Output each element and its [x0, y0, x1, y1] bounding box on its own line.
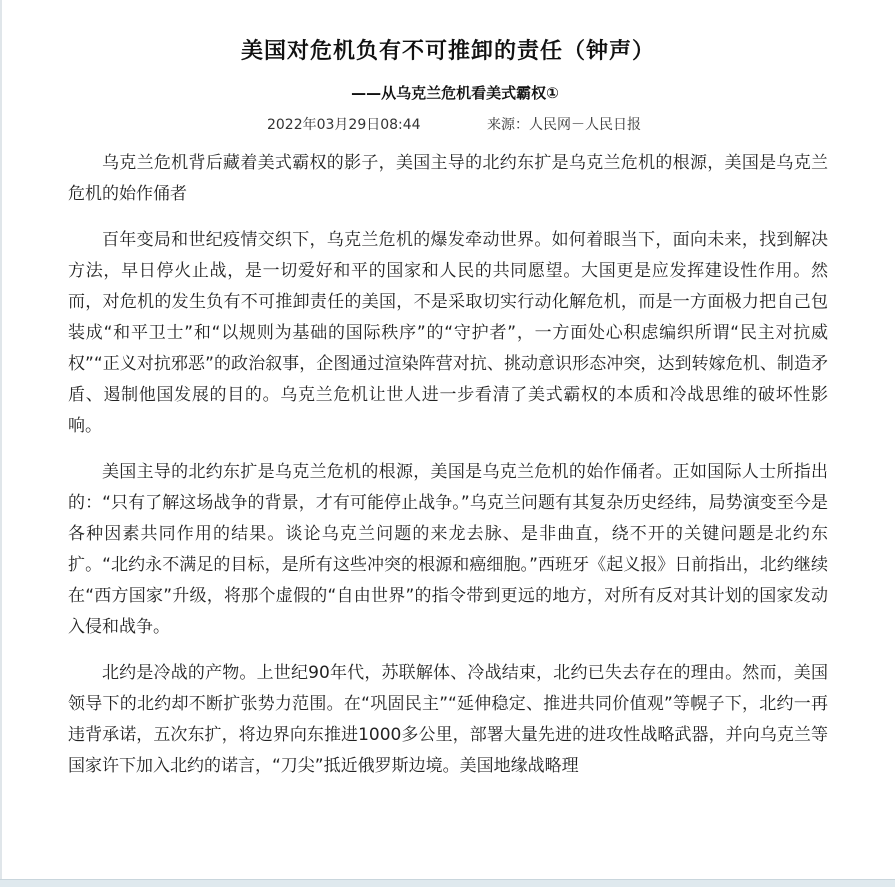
- article: [68, 0, 828, 797]
- article-title: 美国对危机负有不可推卸的责任（钟声）: [240, 39, 655, 64]
- article-source: 来源：人民网－人民日报: [487, 117, 642, 133]
- paragraph-1: 乌克兰危机背后藏着美式霸权的影子，美国主导的北约东扩是乌克兰危机的根源，美国是乌克兰危机的始作俑者: [68, 153, 828, 204]
- paragraph-2: 百年变局和世纪疫情交织下，乌克兰危机的爆发牵动世界。如何着眼当下，面向未来，找到解决方法，早日停火止战，是一切爱好和平的国家和人民的共同愿望。大国更是应发挥建设性作用。然而，对危机的发生负有不可推卸责任的美国，不是采取切实行动化解危机，而是一方面极力把自己包装成“和平卫士”和“以规则为基础的国际秩序”的“守护者”，一方面处心积虑编织所谓“民主对抗威权”“正义对抗邪恶”的政治叙事，企图通过渲染阵营对抗、挑动意识形态冲突，达到转嫁危机、制造矛盾、遏制他国发展的目的。乌克兰危机让世人进一步看清了美式霸权的本质和冷战思维的破坏性影响。: [68, 230, 828, 436]
- paragraph-4: 北约是冷战的产物。上世纪90年代，苏联解体、冷战结束，北约已失去存在的理由。然而，美国领导下的北约却不断扩张势力范围。在“巩固民主”“延伸稳定、推进共同价值观”等幌子下，北约一再违背承诺，五次东扩，将边界向东推进1000多公里，部署大量先进的进攻性战略武器，并向乌克兰等国家许下加入北约的诺言，“刀尖”抵近俄罗斯边境。美国地缘战略理: [68, 663, 828, 776]
- article-meta: [68, 114, 828, 136]
- article-subtitle: ——从乌克兰危机看美式霸权①: [351, 84, 559, 102]
- paragraph-3: 美国主导的北约东扩是乌克兰危机的根源，美国是乌克兰危机的始作俑者。正如国际人士所指出的：“只有了解这场战争的背景，才有可能停止战争。”乌克兰问题有其复杂历史经纬，局势演变至今是各种因素共同作用的结果。谈论乌克兰问题的来龙去脉、是非曲直，绕不开的关键问题是北约东扩。“北约永不满足的目标，是所有这些冲突的根源和癌细胞。”西班牙《起义报》日前指出，北约继续在“西方国家”升级，将那个虚假的“自由世界”的指令带到更远的地方，对所有反对其计划的国家发动入侵和战争。: [68, 462, 828, 637]
- window-bottom-bar: [0, 879, 895, 887]
- window-left-edge: [0, 0, 2, 887]
- article-body: [68, 148, 828, 782]
- publish-date: 2022年03月29日08:44: [266, 117, 421, 133]
